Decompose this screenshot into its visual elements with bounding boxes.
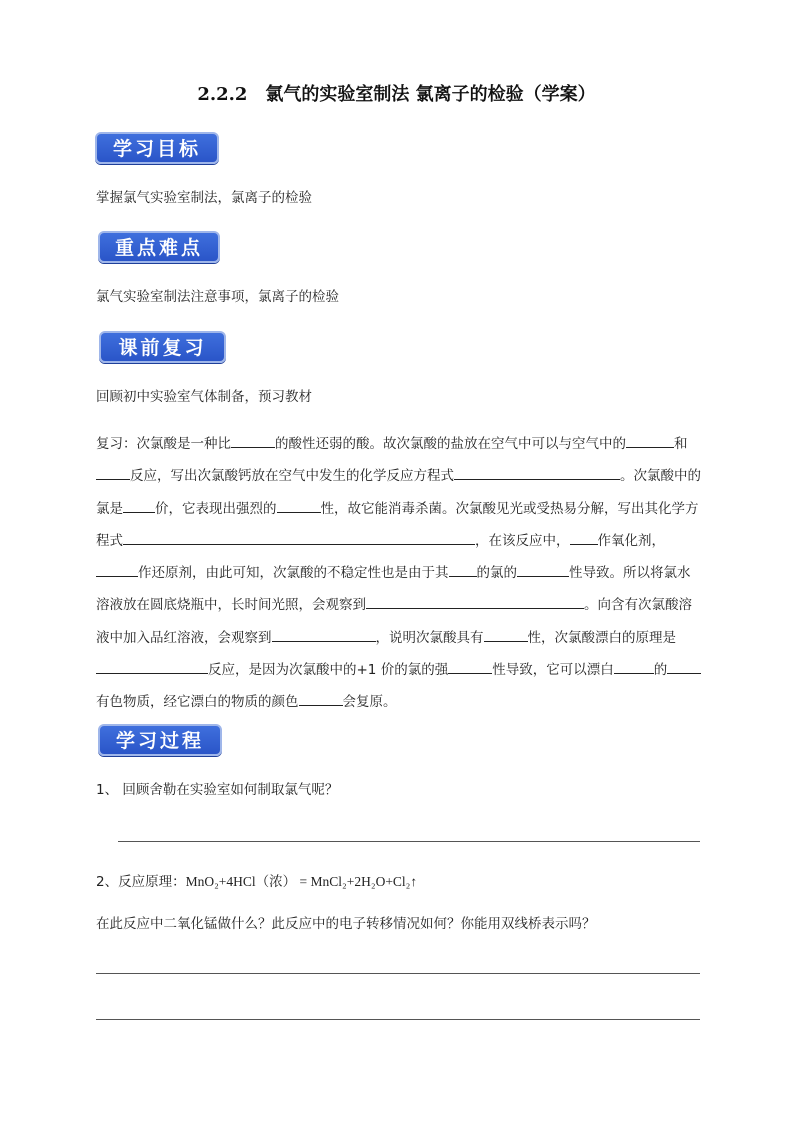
fill-blank[interactable] (123, 497, 155, 513)
section-badge-process: 学习过程 (98, 724, 222, 756)
answer-line[interactable] (96, 973, 700, 974)
fill-blank[interactable] (454, 464, 620, 480)
fill-blank[interactable] (366, 593, 584, 609)
page-title: 2.2.2 氯气的实验室制法 氯离子的检验（学案） (197, 84, 596, 105)
question-1: 1、 回顾舍勒在实验室如何制取氯气呢？ (96, 782, 339, 798)
fill-blank[interactable] (96, 561, 138, 577)
keypoints-text: 氯气实验室制法注意事项，氯离子的检验 (96, 289, 339, 305)
goals-text: 掌握氯气实验室制法，氯离子的检验 (96, 190, 312, 206)
fill-blank[interactable] (448, 658, 492, 674)
fill-blank[interactable] (484, 626, 528, 642)
fill-blank[interactable] (299, 690, 343, 706)
fill-blank[interactable] (277, 497, 321, 513)
fill-blank[interactable] (667, 658, 701, 674)
section-badge-keypoints: 重点难点 (98, 231, 220, 263)
reaction-equation: MnO₂+4HCl（浓） = MnCl₂+2H₂O+Cl₂↑ (185, 874, 418, 889)
question-3: 在此反应中二氧化锰做什么？此反应中的电子转移情况如何？你能用双线桥表示吗？ (96, 916, 596, 932)
fill-blank[interactable] (626, 432, 674, 448)
review-paragraph: 复习：次氯酸是一种比 的酸性还弱的酸。故次氯酸的盐放在空气中可以与空气中的 和反应，写出次氯酸钙放在空气中发生的化学反应方程式 。次氯酸中的氯是 价，它表现出强烈的 性，故它能消毒杀菌。次氯酸见光或受热易分解，写出其化学方程式 ，在该反应中， 作氧化剂，作还原剂，由此可知，次氯酸的不稳定性也是由于其 的氯的 性导致。所以将氯水溶液放在圆底烧瓶中，长时间光照，会观察到 。向含有次氯酸溶液中加入品红溶液，会观察到 ，说明次氯酸具有 性，次氯酸漂白的原理是反应，是因为次氯酸中的+1 价的氯的强 性导致，它可以漂白 的有色物质，经它漂白的物质的颜色 会复原。 (96, 428, 702, 719)
fill-blank[interactable] (123, 529, 475, 545)
fill-blank[interactable] (231, 432, 275, 448)
section-badge-goals: 学习目标 (95, 132, 219, 164)
answer-line[interactable] (118, 841, 700, 842)
fill-blank[interactable] (517, 561, 569, 577)
question-2: 2、反应原理：MnO₂+4HCl（浓） = MnCl₂+2H₂O+Cl₂↑ (96, 874, 418, 890)
fill-blank[interactable] (96, 464, 130, 480)
fill-blank[interactable] (570, 529, 598, 545)
answer-line[interactable] (96, 1019, 700, 1020)
fill-blank[interactable] (272, 626, 376, 642)
fill-blank[interactable] (449, 561, 477, 577)
fill-blank[interactable] (96, 658, 208, 674)
review-intro: 回顾初中实验室气体制备，预习教材 (96, 389, 312, 405)
fill-blank[interactable] (614, 658, 654, 674)
section-badge-review: 课前复习 (99, 331, 226, 363)
